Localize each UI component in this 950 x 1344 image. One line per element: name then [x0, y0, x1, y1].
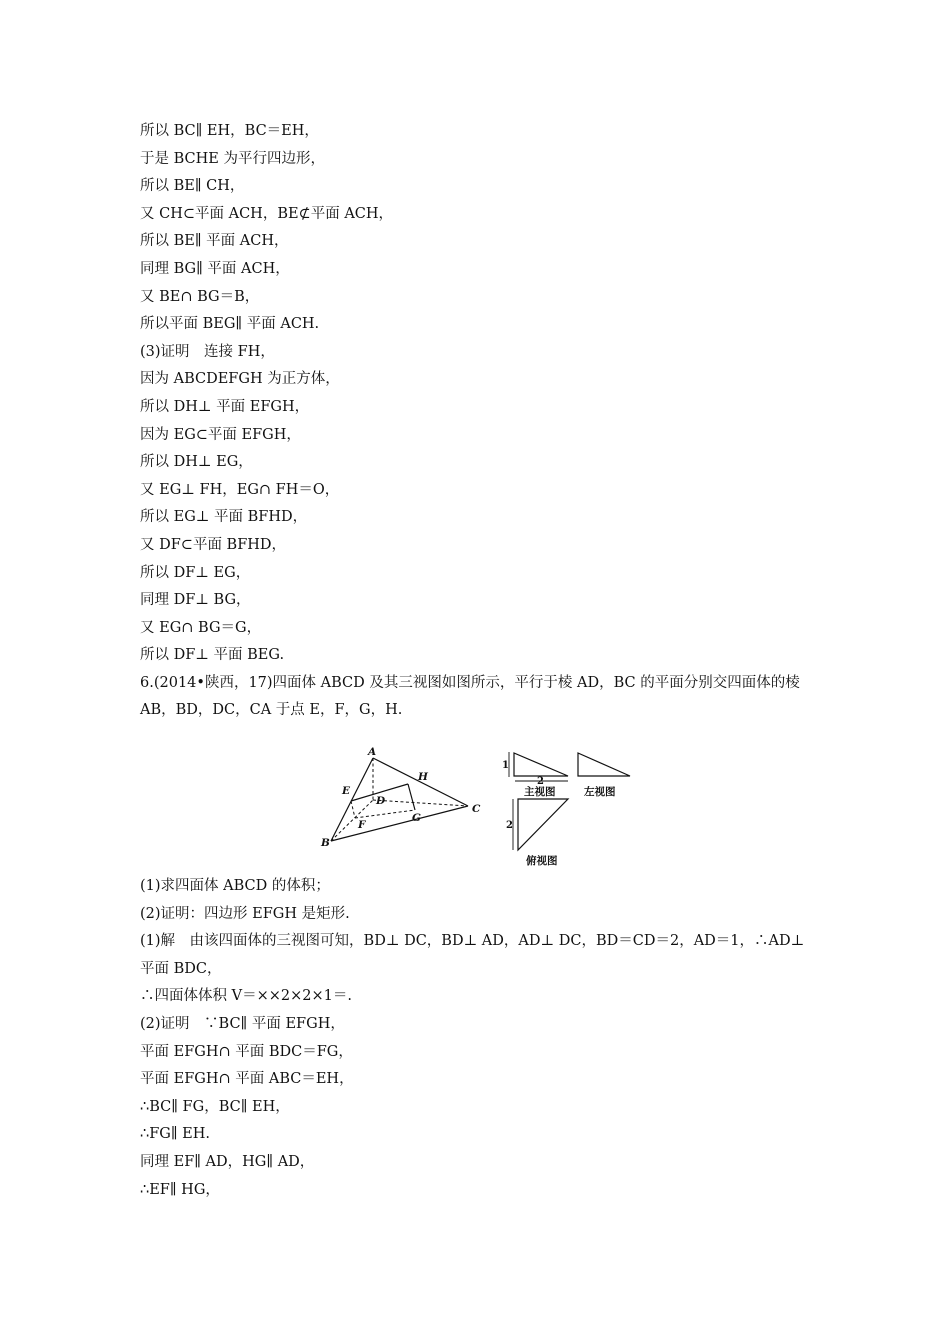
label-h: H: [418, 771, 428, 783]
text-line: 所以 BE∥ CH，: [140, 178, 245, 195]
label-c: C: [472, 803, 481, 815]
text-line: 所以 DF⊥ EG，: [140, 564, 251, 581]
segment-fg-hidden: [355, 810, 415, 818]
text-line: 于是 BCHE 为平行四边形，: [140, 150, 325, 167]
edge-ab: [331, 758, 373, 841]
text-line: 所以 BC∥ EH，BC＝EH，: [140, 123, 319, 139]
text-line: 所以 DF⊥ 平面 BEG.: [140, 647, 285, 664]
proof-part-2-3: [140, 118, 812, 725]
text-line: 所以 DH⊥ 平面 EFGH，: [140, 398, 310, 415]
label-a: A: [368, 746, 377, 758]
tetrahedron-figure: [318, 738, 638, 870]
edge-bd-hidden: [331, 800, 373, 841]
text-line: ∴FG∥ EH.: [140, 1126, 211, 1143]
text-line: 平面 BDC，: [140, 960, 222, 977]
label-g: G: [412, 812, 421, 824]
problem-6-solution: [140, 873, 804, 1204]
dim-1-label: 1: [502, 760, 509, 771]
label-d: D: [376, 795, 386, 807]
problem-6-statement: 6.(2014•陕西，17)四面体 ABCD 及其三视图如图所示，平行于棱 AD，BC 的平面分别交四面体的棱 AB，BD，DC，CA 于点 E，F，G，H.: [140, 674, 800, 719]
text-line: 又 EG∩ BG＝G，: [140, 619, 262, 636]
text-line: 所以 DH⊥ EG，: [140, 454, 253, 471]
text-line: ∴EF∥ HG，: [140, 1181, 220, 1198]
text-line: 又 EG⊥ FH，EG∩ FH＝O，: [140, 481, 340, 498]
text-line: 因为 EG⊂平面 EFGH，: [140, 426, 301, 443]
text-line: 又 DF⊂平面 BFHD，: [140, 536, 287, 553]
tetrahedron-diagram: [318, 738, 638, 870]
text-line: 又 BE∩ BG＝B，: [140, 288, 260, 305]
text-line: 同理 BG∥ 平面 ACH，: [140, 260, 290, 277]
label-f: F: [358, 819, 366, 831]
top-view-caption: 俯视图: [526, 855, 558, 867]
dim-2-front-label: 2: [537, 776, 544, 787]
text-line: ∴BC∥ FG，BC∥ EH，: [140, 1098, 290, 1115]
text-line: 同理 DF⊥ BG，: [140, 592, 251, 609]
front-view-triangle: [514, 753, 568, 776]
text-line: 所以 BE∥ 平面 ACH，: [140, 233, 289, 250]
text-line: 所以 EG⊥ 平面 BFHD，: [140, 509, 308, 526]
text-line: (1)解 由该四面体的三视图可知，BD⊥ DC，BD⊥ AD，AD⊥ DC，BD＝CD＝2，AD＝1，∴AD⊥: [140, 933, 805, 950]
text-line: 平面 EFGH∩ 平面 BDC＝FG，: [140, 1043, 353, 1060]
text-line: 平面 EFGH∩ 平面 ABC＝EH，: [140, 1071, 354, 1088]
text-line: (1)求四面体 ABCD 的体积；: [140, 878, 330, 894]
left-view-triangle: [578, 753, 630, 776]
segment-ef-hidden: [351, 801, 355, 818]
segment-hg: [408, 784, 415, 810]
label-b: B: [321, 837, 330, 849]
text-line: 所以平面 BEG∥ 平面 ACH.: [140, 316, 320, 333]
label-e: E: [342, 785, 351, 797]
text-line: (2)证明 ∵BC∥ 平面 EFGH，: [140, 1015, 345, 1032]
text-line: (3)证明 连接 FH，: [140, 343, 275, 360]
text-line: 又 CH⊂平面 ACH，BE⊄平面 ACH，: [140, 205, 394, 222]
dim-2-top-label: 2: [506, 820, 513, 831]
edge-bc: [331, 806, 468, 841]
left-view-caption: 左视图: [584, 786, 616, 798]
edge-dc-hidden: [373, 800, 468, 806]
text-line: 因为 ABCDEFGH 为正方体，: [140, 371, 340, 388]
text-line: 同理 EF∥ AD，HG∥ AD，: [140, 1153, 315, 1170]
top-view-triangle: [518, 799, 568, 850]
text-line: (2)证明：四边形 EFGH 是矩形.: [140, 905, 350, 922]
text-line: ∴四面体体积 V＝××2×2×1＝.: [140, 988, 352, 1005]
front-view-caption: 主视图: [524, 786, 556, 798]
